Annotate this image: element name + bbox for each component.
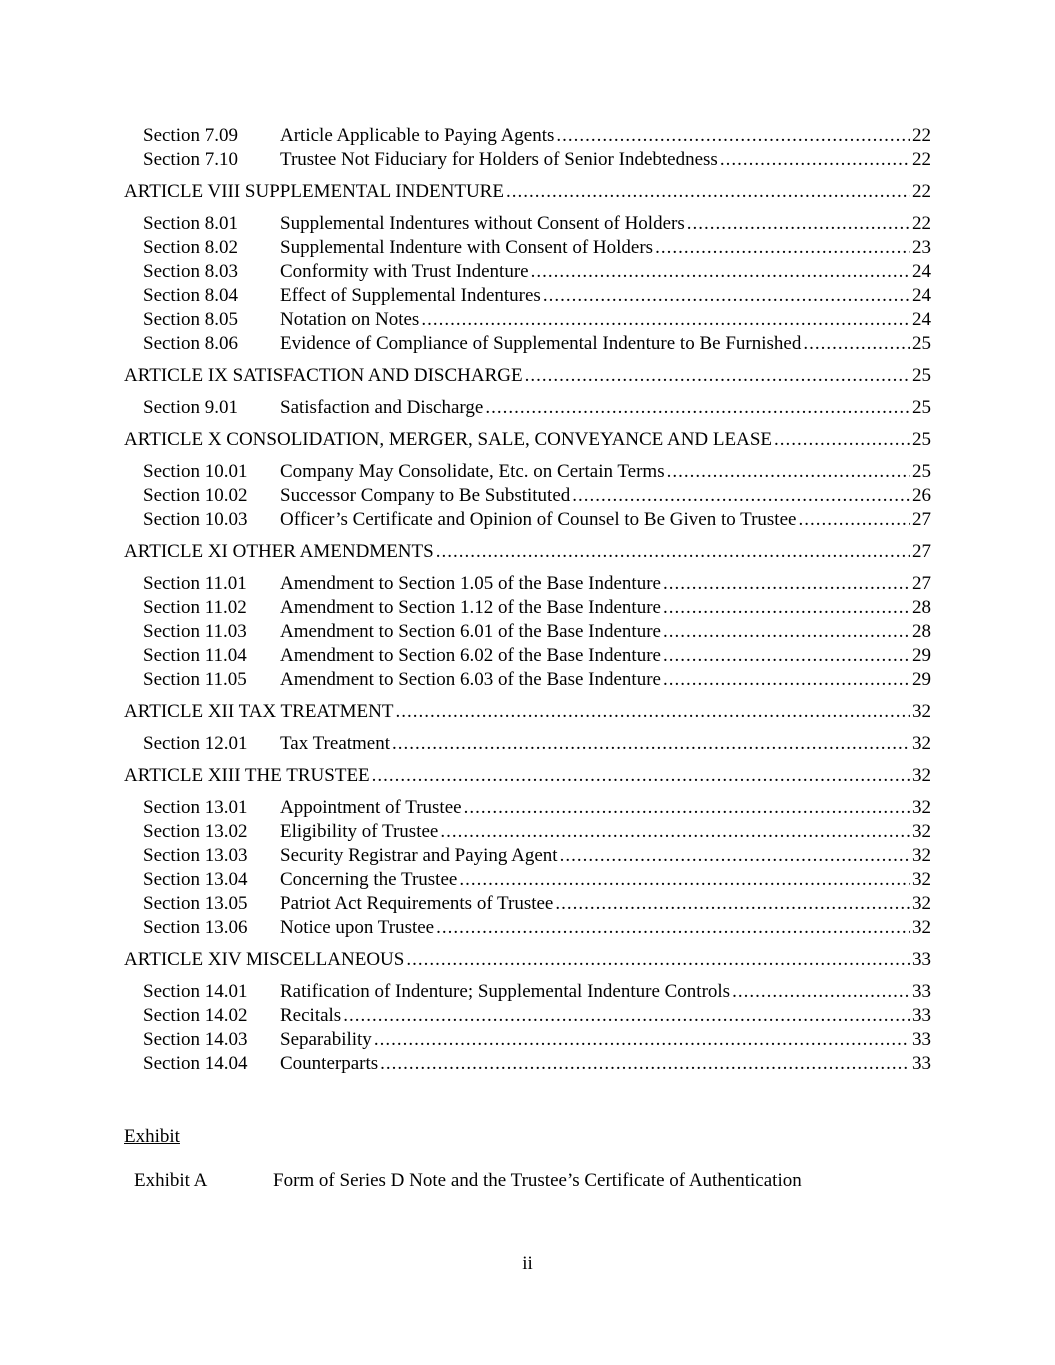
toc-section-entry: [124, 868, 931, 892]
toc-article-entry: [124, 364, 931, 388]
toc-section-title: Officer’s Certificate and Opinion of Counsel to Be Given to Trustee: [280, 509, 797, 530]
dot-leader: [440, 820, 910, 844]
toc-section-title: Trustee Not Fiduciary for Holders of Senior Indebtedness: [280, 149, 718, 170]
toc-section-entry: [124, 1004, 931, 1028]
page-number: ii: [522, 1253, 533, 1274]
toc-article-title: ARTICLE XII TAX TREATMENT: [124, 701, 394, 722]
toc-section-number: Section 8.02: [143, 237, 238, 258]
toc-section-number: Section 13.06: [143, 917, 248, 938]
toc-section-title: Satisfaction and Discharge: [280, 397, 484, 418]
toc-page-number: 29: [912, 669, 931, 690]
toc-section-number: Section 11.01: [143, 573, 247, 594]
toc-page-number: 25: [912, 397, 931, 418]
toc-page-number: 27: [912, 573, 931, 594]
toc-section-title: Amendment to Section 6.02 of the Base Indenture: [280, 645, 661, 666]
toc-section-title: Successor Company to Be Substituted: [280, 485, 571, 506]
dot-leader: [406, 948, 910, 972]
toc-page-number: 32: [912, 821, 931, 842]
toc-page-number: 25: [912, 365, 931, 386]
toc-article-entry: [124, 764, 931, 788]
toc-section-entry: [124, 284, 931, 308]
toc-section-entry: [124, 332, 931, 356]
toc-page-number: 24: [912, 261, 931, 282]
toc-page-number: 32: [912, 701, 931, 722]
toc-section-number: Section 14.04: [143, 1053, 248, 1074]
toc-article-title: ARTICLE XI OTHER AMENDMENTS: [124, 541, 434, 562]
toc-page-number: 28: [912, 597, 931, 618]
toc-section-title: Amendment to Section 1.05 of the Base Indenture: [280, 573, 661, 594]
dot-leader: [732, 980, 910, 1004]
toc-section-number: Section 8.01: [143, 213, 238, 234]
toc-article-entry: [124, 948, 931, 972]
table-of-contents: [124, 124, 931, 1076]
toc-page-number: 33: [912, 949, 931, 970]
toc-page-number: 25: [912, 461, 931, 482]
toc-article-title: ARTICLE X CONSOLIDATION, MERGER, SALE, CONVEYANCE AND LEASE: [124, 429, 773, 450]
dot-leader: [556, 124, 910, 148]
toc-page-number: 22: [912, 149, 931, 170]
exhibits-heading: Exhibit: [124, 1126, 180, 1147]
toc-section-title: Concerning the Trustee: [280, 869, 458, 890]
toc-page-number: 27: [912, 541, 931, 562]
toc-section-number: Section 11.02: [143, 597, 247, 618]
dot-leader: [395, 700, 910, 724]
toc-page-number: 27: [912, 509, 931, 530]
toc-section-entry: [124, 212, 931, 236]
dot-leader: [421, 308, 910, 332]
toc-article-entry: [124, 180, 931, 204]
toc-section-number: Section 8.06: [143, 333, 238, 354]
toc-page-number: 32: [912, 845, 931, 866]
toc-section-number: Section 10.02: [143, 485, 248, 506]
toc-section-number: Section 13.03: [143, 845, 248, 866]
dot-leader: [803, 332, 910, 356]
toc-page-number: 25: [912, 333, 931, 354]
dot-leader: [687, 212, 910, 236]
dot-leader: [663, 644, 910, 668]
toc-section-number: Section 9.01: [143, 397, 238, 418]
toc-section-number: Section 7.09: [143, 125, 238, 146]
toc-section-title: Separability: [280, 1029, 372, 1050]
toc-section-entry: [124, 644, 931, 668]
toc-page-number: 33: [912, 1053, 931, 1074]
exhibit-title: Form of Series D Note and the Trustee’s Certificate of Authentication: [273, 1170, 802, 1191]
dot-leader: [663, 596, 910, 620]
toc-section-entry: [124, 916, 931, 940]
toc-section-entry: [124, 820, 931, 844]
dot-leader: [560, 844, 910, 868]
dot-leader: [343, 1004, 910, 1028]
toc-page-number: 33: [912, 981, 931, 1002]
toc-section-title: Notation on Notes: [280, 309, 420, 330]
toc-section-entry: [124, 484, 931, 508]
toc-section-title: Amendment to Section 1.12 of the Base Indenture: [280, 597, 661, 618]
dot-leader: [663, 620, 910, 644]
toc-section-title: Ratification of Indenture; Supplemental Indenture Controls: [280, 981, 731, 1002]
dot-leader: [485, 396, 910, 420]
toc-section-title: Supplemental Indentures without Consent of Holders: [280, 213, 685, 234]
toc-page-number: 32: [912, 917, 931, 938]
dot-leader: [555, 892, 910, 916]
toc-section-entry: [124, 396, 931, 420]
toc-section-entry: [124, 148, 931, 172]
toc-page-number: 22: [912, 181, 931, 202]
toc-page-number: 33: [912, 1029, 931, 1050]
toc-section-entry: [124, 732, 931, 756]
toc-section-number: Section 13.02: [143, 821, 248, 842]
toc-section-entry: [124, 892, 931, 916]
toc-section-entry: [124, 308, 931, 332]
toc-section-number: Section 13.05: [143, 893, 248, 914]
dot-leader: [667, 460, 910, 484]
toc-section-number: Section 11.05: [143, 669, 247, 690]
dot-leader: [525, 364, 910, 388]
toc-section-number: Section 14.01: [143, 981, 248, 1002]
toc-section-title: Effect of Supplemental Indentures: [280, 285, 541, 306]
toc-section-entry: [124, 236, 931, 260]
toc-section-entry: [124, 1052, 931, 1076]
toc-section-title: Counterparts: [280, 1053, 379, 1074]
toc-section-number: Section 11.03: [143, 621, 247, 642]
toc-section-number: Section 11.04: [143, 645, 247, 666]
toc-section-number: Section 8.04: [143, 285, 238, 306]
toc-section-entry: [124, 508, 931, 532]
toc-page-number: 25: [912, 429, 931, 450]
toc-section-title: Eligibility of Trustee: [280, 821, 439, 842]
toc-article-title: ARTICLE XIII THE TRUSTEE: [124, 765, 370, 786]
toc-page-number: 24: [912, 309, 931, 330]
dot-leader: [459, 868, 910, 892]
dot-leader: [655, 236, 910, 260]
toc-article-entry: [124, 428, 931, 452]
dot-leader: [506, 180, 910, 204]
dot-leader: [531, 260, 910, 284]
toc-section-title: Patriot Act Requirements of Trustee: [280, 893, 554, 914]
toc-section-title: Company May Consolidate, Etc. on Certain Terms: [280, 461, 665, 482]
toc-section-entry: [124, 124, 931, 148]
toc-section-entry: [124, 1028, 931, 1052]
toc-section-title: Supplemental Indenture with Consent of Holders: [280, 237, 654, 258]
toc-section-number: Section 10.01: [143, 461, 248, 482]
toc-section-title: Evidence of Compliance of Supplemental Indenture to Be Furnished: [280, 333, 802, 354]
dot-leader: [720, 148, 910, 172]
toc-article-entry: [124, 540, 931, 564]
toc-section-number: Section 7.10: [143, 149, 238, 170]
dot-leader: [774, 428, 910, 452]
dot-leader: [572, 484, 910, 508]
toc-section-number: Section 8.03: [143, 261, 238, 282]
toc-page-number: 22: [912, 213, 931, 234]
toc-page-number: 29: [912, 645, 931, 666]
dot-leader: [663, 572, 910, 596]
toc-article-title: ARTICLE VIII SUPPLEMENTAL INDENTURE: [124, 181, 504, 202]
dot-leader: [372, 764, 910, 788]
toc-page-number: 32: [912, 733, 931, 754]
dot-leader: [543, 284, 910, 308]
toc-page-number: 26: [912, 485, 931, 506]
toc-section-number: Section 13.01: [143, 797, 248, 818]
toc-section-number: Section 13.04: [143, 869, 248, 890]
dot-leader: [464, 796, 910, 820]
toc-section-number: Section 14.03: [143, 1029, 248, 1050]
toc-section-entry: [124, 796, 931, 820]
toc-page-number: 24: [912, 285, 931, 306]
toc-page-number: 32: [912, 893, 931, 914]
dot-leader: [436, 916, 910, 940]
toc-section-entry: [124, 620, 931, 644]
dot-leader: [374, 1028, 910, 1052]
toc-section-title: Amendment to Section 6.01 of the Base Indenture: [280, 621, 661, 642]
dot-leader: [380, 1052, 910, 1076]
toc-section-entry: [124, 260, 931, 284]
toc-section-entry: [124, 572, 931, 596]
toc-section-entry: [124, 980, 931, 1004]
exhibit-label: Exhibit A: [134, 1170, 208, 1191]
toc-page-number: 28: [912, 621, 931, 642]
toc-section-title: Recitals: [280, 1005, 342, 1026]
toc-section-entry: [124, 596, 931, 620]
toc-section-number: Section 8.05: [143, 309, 238, 330]
toc-page-number: 23: [912, 237, 931, 258]
toc-article-title: ARTICLE XIV MISCELLANEOUS: [124, 949, 405, 970]
toc-section-title: Appointment of Trustee: [280, 797, 462, 818]
toc-page-number: 32: [912, 797, 931, 818]
toc-section-entry: [124, 668, 931, 692]
toc-section-number: Section 10.03: [143, 509, 248, 530]
toc-page-number: 22: [912, 125, 931, 146]
toc-section-number: Section 12.01: [143, 733, 248, 754]
toc-section-entry: [124, 460, 931, 484]
toc-page-number: 32: [912, 765, 931, 786]
dot-leader: [663, 668, 910, 692]
dot-leader: [392, 732, 910, 756]
toc-section-entry: [124, 844, 931, 868]
toc-article-entry: [124, 700, 931, 724]
toc-page-number: 32: [912, 869, 931, 890]
toc-section-number: Section 14.02: [143, 1005, 248, 1026]
toc-section-title: Notice upon Trustee: [280, 917, 435, 938]
toc-section-title: Article Applicable to Paying Agents: [280, 125, 555, 146]
toc-section-title: Conformity with Trust Indenture: [280, 261, 529, 282]
dot-leader: [436, 540, 910, 564]
exhibit-entry: [134, 1170, 802, 1192]
dot-leader: [798, 508, 910, 532]
toc-section-title: Tax Treatment: [280, 733, 391, 754]
toc-article-title: ARTICLE IX SATISFACTION AND DISCHARGE: [124, 365, 523, 386]
toc-section-title: Security Registrar and Paying Agent: [280, 845, 558, 866]
toc-section-title: Amendment to Section 6.03 of the Base Indenture: [280, 669, 661, 690]
toc-page-number: 33: [912, 1005, 931, 1026]
